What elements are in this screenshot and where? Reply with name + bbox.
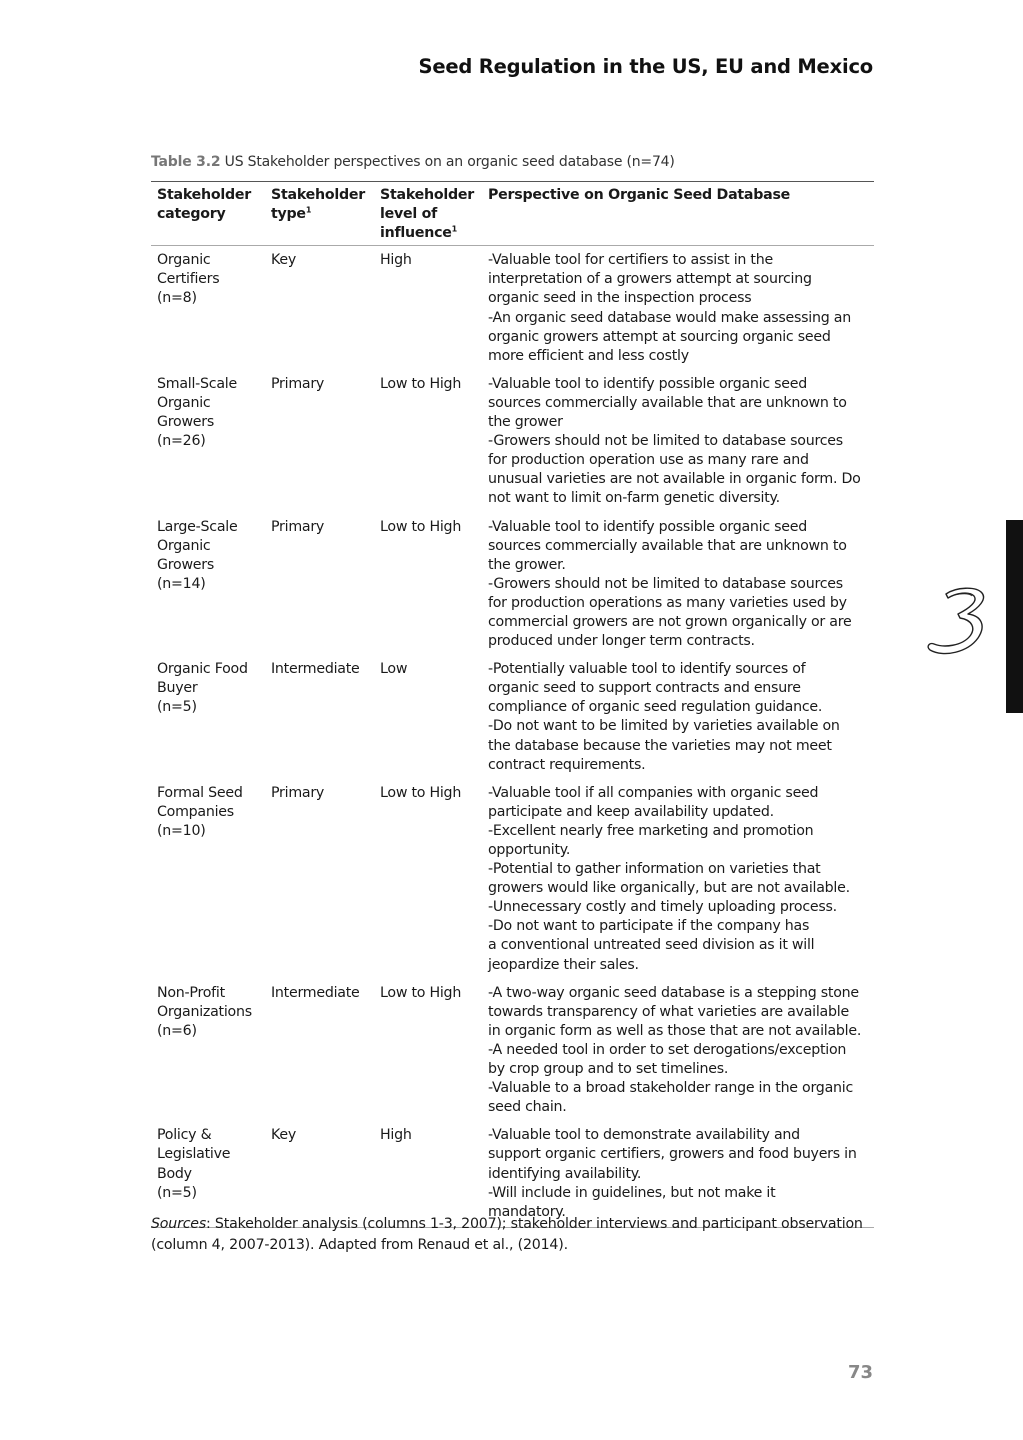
cell-type: Primary <box>271 784 325 801</box>
header-perspective <box>482 182 874 246</box>
table-body <box>151 246 874 1228</box>
footnote-marker: 1 <box>305 205 312 215</box>
cell-perspective <box>482 656 874 780</box>
table-caption <box>151 154 874 170</box>
cell-type: Primary <box>271 518 325 535</box>
cell-category-line: Buyer <box>157 680 198 697</box>
cell-perspective-line: contract requirements. <box>488 756 646 773</box>
cell-perspective-line: more efficient and less costly <box>488 347 689 364</box>
cell-perspective-line: for production operations as many varieties used by <box>488 594 847 611</box>
page-number: 73 <box>847 1362 873 1383</box>
cell-category-line: Organic Food <box>157 661 248 678</box>
header-line-text: influence <box>380 225 452 242</box>
cell-perspective-line: -Do not want to be limited by varieties available on <box>488 718 840 735</box>
cell-category-line: (n=14) <box>157 575 206 592</box>
table-caption-text: US Stakeholder perspectives on an organic seed database (n=74) <box>224 154 675 170</box>
cell-perspective-line: unusual varieties are not available in organic form. Do <box>488 471 861 488</box>
cell-perspective-line: -Do not want to participate if the company has <box>488 918 810 935</box>
cell-perspective-line: compliance of organic seed regulation guidance. <box>488 699 823 716</box>
table-row <box>151 514 874 657</box>
footnote-marker: 1 <box>451 224 457 234</box>
cell-perspective-line: identifying availability. <box>488 1165 642 1182</box>
cell-type: Key <box>271 1127 296 1144</box>
cell-perspective-line: towards transparency of what varieties are available <box>488 1003 849 1020</box>
cell-category-line: Policy & <box>157 1127 212 1144</box>
cell-category-line: (n=8) <box>157 290 197 307</box>
cell-category <box>151 780 265 980</box>
header-line: category <box>157 206 226 223</box>
cell-perspective-line: interpretation of a growers attempt at sourcing <box>488 271 812 288</box>
sources-text: : Stakeholder analysis (columns 1-3, 2007); stakeholder interviews and participant observation (column 4, 2007-2013). Adapted from Renaud et al., (2014). <box>151 1216 863 1253</box>
running-head: Seed Regulation in the US, EU and Mexico <box>418 55 873 78</box>
cell-category-line: Non-Profit <box>157 984 225 1001</box>
header-category <box>151 182 265 246</box>
cell-perspective-line: -Potentially valuable tool to identify sources of <box>488 661 806 678</box>
cell-category-line: (n=26) <box>157 433 206 450</box>
cell-category-line: Organizations <box>157 1003 252 1020</box>
cell-category-line: Body <box>157 1165 192 1182</box>
sources-note <box>151 1214 879 1256</box>
table-caption-label: Table 3.2 <box>151 154 221 170</box>
cell-perspective-line: seed chain. <box>488 1099 567 1116</box>
cell-category-line: Organic <box>157 394 211 411</box>
header-influence <box>374 182 482 246</box>
cell-perspective-line: in organic form as well as those that are not available. <box>488 1022 862 1039</box>
cell-perspective-line: -An organic seed database would make assessing an <box>488 309 851 326</box>
cell-category <box>151 246 265 371</box>
cell-type: Intermediate <box>271 984 360 1001</box>
cell-perspective-line: -A needed tool in order to set derogations/exception <box>488 1041 847 1058</box>
chapter-number-3-glyph <box>924 584 990 660</box>
cell-category <box>151 656 265 780</box>
cell-perspective-line: growers would like organically, but are not available. <box>488 880 850 897</box>
cell-category-line: Companies <box>157 803 234 820</box>
cell-perspective-line: not want to limit on-farm genetic diversity. <box>488 490 780 507</box>
cell-perspective <box>482 246 874 371</box>
header-line <box>380 224 476 243</box>
cell-type: Key <box>271 252 296 269</box>
cell-category-line: (n=10) <box>157 822 206 839</box>
header-line: Stakeholder <box>380 187 474 203</box>
header-line: level of <box>380 206 438 223</box>
cell-influence: Low to High <box>380 984 462 1001</box>
cell-influence: Low <box>380 661 408 678</box>
cell-perspective <box>482 1122 874 1227</box>
cell-perspective <box>482 980 874 1123</box>
cell-perspective-line: organic seed in the inspection process <box>488 290 752 307</box>
cell-category-line: (n=5) <box>157 1184 197 1201</box>
cell-category <box>151 371 265 514</box>
cell-category-line: Organic <box>157 252 211 269</box>
cell-category-line: (n=5) <box>157 699 197 716</box>
header-line: Stakeholder <box>271 187 365 203</box>
cell-category-line: Growers <box>157 556 215 573</box>
cell-perspective-line: -Growers should not be limited to database sources <box>488 575 843 592</box>
cell-influence: Low to High <box>380 518 462 535</box>
cell-perspective-line: organic growers attempt at sourcing organic seed <box>488 328 831 345</box>
stakeholder-table <box>151 181 874 1228</box>
cell-category-line: Growers <box>157 414 215 431</box>
cell-perspective-line: sources commercially available that are unknown to <box>488 394 847 411</box>
cell-category-line: Legislative <box>157 1146 231 1163</box>
cell-perspective-line: a conventional untreated seed division as it will <box>488 937 815 954</box>
chapter-thumb-tab <box>1006 520 1023 713</box>
cell-perspective <box>482 780 874 980</box>
cell-perspective-line: -Unnecessary costly and timely uploading process. <box>488 899 837 916</box>
cell-perspective-line: by crop group and to set timelines. <box>488 1061 729 1078</box>
cell-perspective-line: -Valuable tool if all companies with organic seed <box>488 784 819 801</box>
cell-type: Intermediate <box>271 661 360 678</box>
header-line-text: type <box>271 206 306 223</box>
cell-influence: High <box>380 1127 412 1144</box>
cell-category <box>151 514 265 657</box>
table-header-row <box>151 182 874 246</box>
cell-perspective-line: -Excellent nearly free marketing and promotion <box>488 822 814 839</box>
cell-category-line: Small-Scale <box>157 375 237 392</box>
header-line <box>271 205 368 224</box>
cell-perspective-line: -Potential to gather information on varieties that <box>488 861 821 878</box>
cell-category <box>151 1122 265 1227</box>
header-line: Perspective on Organic Seed Database <box>488 187 791 203</box>
cell-perspective-line: for production operation use as many rare and <box>488 452 809 469</box>
cell-perspective-line: the database because the varieties may not meet <box>488 737 832 754</box>
table-row <box>151 371 874 514</box>
cell-perspective-line: -Growers should not be limited to database sources <box>488 433 843 450</box>
header-type <box>265 182 374 246</box>
table-row <box>151 980 874 1123</box>
cell-perspective-line: commercial growers are not grown organically or are <box>488 613 852 630</box>
cell-perspective-line: -A two-way organic seed database is a stepping stone <box>488 984 859 1001</box>
cell-influence: Low to High <box>380 784 462 801</box>
cell-perspective-line: support organic certifiers, growers and food buyers in <box>488 1146 857 1163</box>
cell-perspective <box>482 514 874 657</box>
cell-perspective-line: participate and keep availability updated. <box>488 803 774 820</box>
cell-perspective-line: organic seed to support contracts and ensure <box>488 680 801 697</box>
cell-category-line: Certifiers <box>157 271 220 288</box>
cell-perspective-line: the grower <box>488 414 563 431</box>
cell-perspective-line: -Valuable tool for certifiers to assist in the <box>488 252 773 269</box>
cell-perspective-line: mandatory. <box>488 1203 566 1220</box>
table-row <box>151 780 874 980</box>
cell-category-line: Formal Seed <box>157 784 243 801</box>
table-row <box>151 1122 874 1227</box>
cell-perspective-line: opportunity. <box>488 842 571 858</box>
cell-perspective-line: -Valuable tool to identify possible organic seed <box>488 518 808 535</box>
cell-category-line: Large-Scale <box>157 518 238 535</box>
cell-influence: Low to High <box>380 375 462 392</box>
cell-perspective-line: jeopardize their sales. <box>488 956 639 973</box>
cell-perspective-line: -Valuable tool to demonstrate availability and <box>488 1127 800 1144</box>
cell-category-line: (n=6) <box>157 1022 197 1039</box>
cell-perspective-line: produced under longer term contracts. <box>488 633 755 650</box>
table-row <box>151 656 874 780</box>
cell-influence: High <box>380 252 412 269</box>
header-line: Stakeholder <box>157 187 251 203</box>
table-row <box>151 246 874 371</box>
cell-perspective-line: -Valuable tool to identify possible organic seed <box>488 375 808 392</box>
cell-perspective-line: sources commercially available that are unknown to <box>488 537 847 554</box>
cell-type: Primary <box>271 375 325 392</box>
cell-perspective-line: -Valuable to a broad stakeholder range in the organic <box>488 1080 853 1097</box>
cell-perspective <box>482 371 874 514</box>
cell-category <box>151 980 265 1123</box>
cell-perspective-line: the grower. <box>488 556 566 573</box>
cell-perspective-line: -Will include in guidelines, but not make it <box>488 1184 776 1201</box>
cell-category-line: Organic <box>157 537 211 554</box>
sources-label: Sources <box>151 1216 207 1232</box>
